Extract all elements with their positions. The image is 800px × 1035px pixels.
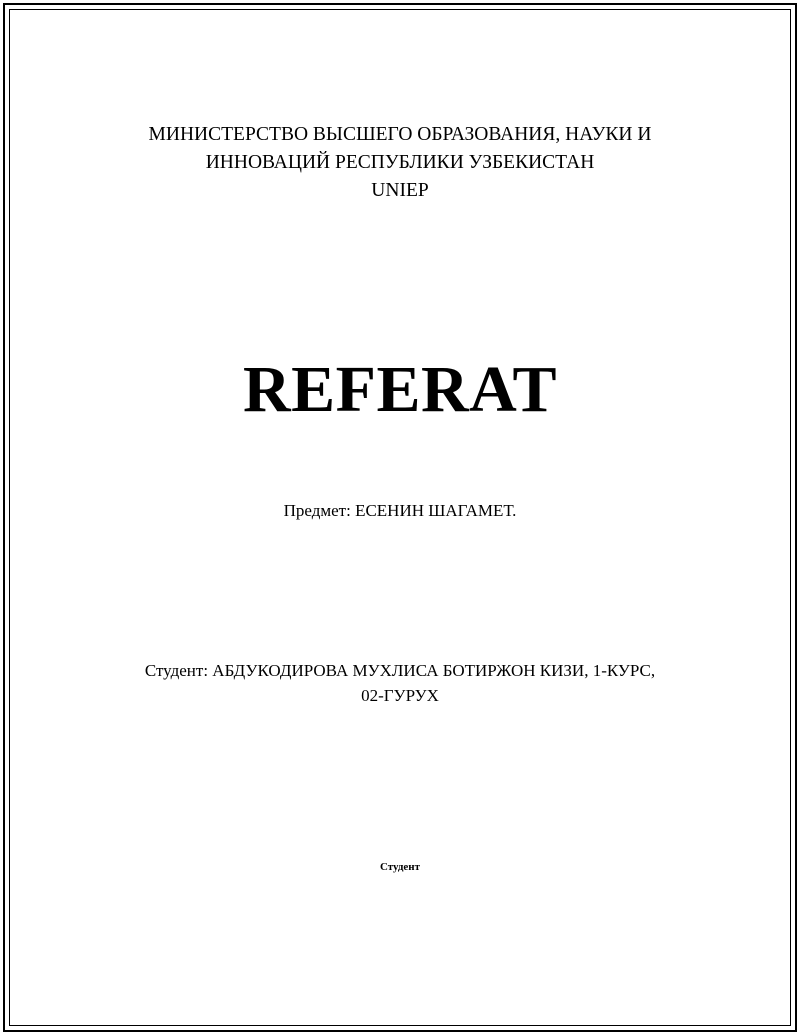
student-info — [0, 658, 800, 708]
student-label-footer: Студент — [379, 861, 421, 873]
student-line-1: Студент: АБДУКОДИРОВА МУХЛИСА БОТИРЖОН КИЗИ, 1-КУРС, — [144, 661, 656, 680]
student-line-2: 02-ГУРУХ — [361, 686, 439, 705]
ministry-header — [0, 121, 800, 205]
ministry-line-2: ИННОВАЦИЙ РЕСПУБЛИКИ УЗБЕКИСТАН — [205, 152, 595, 173]
subject-line: Предмет: ЕСЕНИН ШАГАМЕТ. — [283, 501, 517, 520]
ministry-line-1: МИНИСТЕРСТВО ВЫСШЕГО ОБРАЗОВАНИЯ, НАУКИ И — [148, 124, 652, 145]
institution-name: UNIEP — [371, 180, 429, 201]
document-title: REFERAT — [243, 353, 557, 426]
